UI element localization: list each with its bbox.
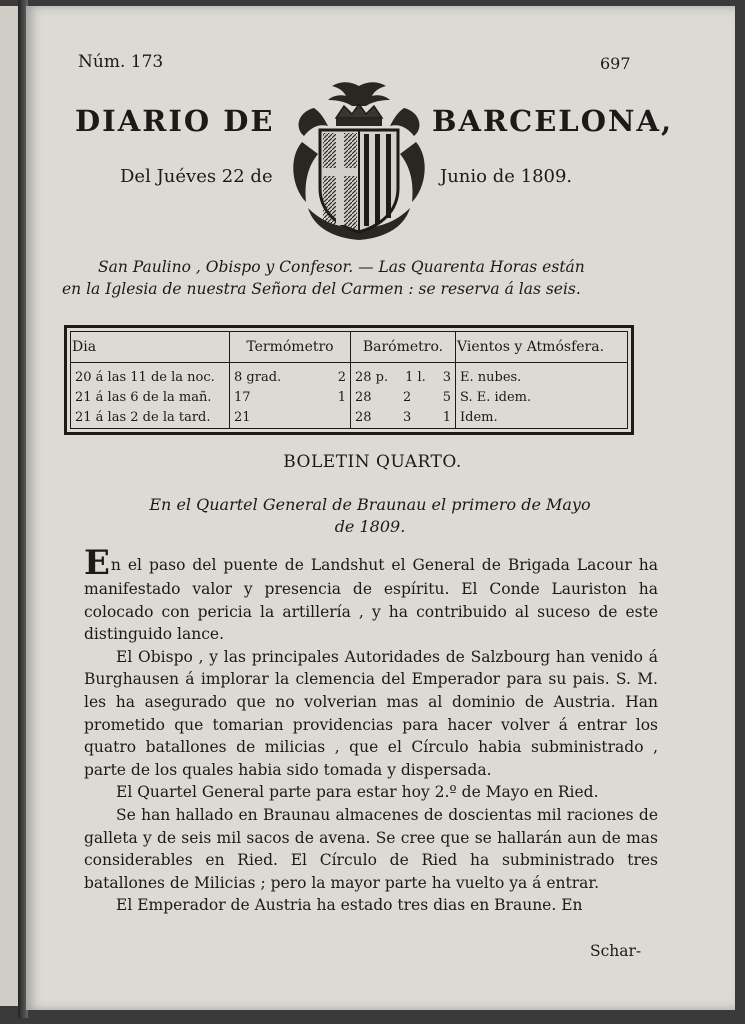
catchword: Schar- <box>590 942 642 960</box>
header-barometro: Barómetro. <box>351 332 456 363</box>
masthead-title-left: DIARIO DE <box>75 104 275 138</box>
subheading-line-1: En el Quartel General de Braunau el primero de Mayo <box>149 495 591 514</box>
term-fraction: 2 <box>337 369 346 385</box>
table-row <box>71 408 628 429</box>
baro-inches: 28 <box>355 410 372 426</box>
table-row <box>71 363 628 388</box>
saints-line-2: en la Iglesia de nuestra Señora del Carmen : se reserva á las seis. <box>62 280 581 298</box>
saints-line-1: San Paulino , Obispo y Confesor. — Las Quarenta Horas están <box>98 258 585 276</box>
masthead-title-right: BARCELONA, <box>432 104 674 138</box>
term-fraction: 1 <box>337 390 346 406</box>
header-vientos: Vientos y Atmósfera. <box>456 332 628 363</box>
date-line-right: Junio de 1809. <box>440 166 573 187</box>
term-degrees: 21 <box>234 410 251 426</box>
page-number: 697 <box>600 54 631 73</box>
baro-points: 5 <box>442 390 451 406</box>
article-subheading <box>110 494 630 538</box>
issue-number: Núm. 173 <box>78 52 164 72</box>
cell-termometro <box>230 408 351 429</box>
header-dia: Dia <box>71 332 230 363</box>
paragraph <box>84 543 658 646</box>
cell-dia: 20 á las 11 de la noc. <box>71 363 230 388</box>
cell-termometro <box>230 388 351 408</box>
cell-vientos: Idem. <box>456 408 628 429</box>
cell-barometro <box>351 388 456 408</box>
baro-points: 1 <box>442 410 451 426</box>
paragraph: El Quartel General parte para estar hoy 2.º de Mayo en Ried. <box>116 783 599 802</box>
date-line-left: Del Juéves 22 de <box>120 166 273 187</box>
baro-points: 3 <box>442 369 451 385</box>
baro-lines: 2 <box>402 390 412 406</box>
cell-vientos: S. E. idem. <box>456 388 628 408</box>
paragraph-text: n el paso del puente de Landshut el General de Brigada Lacour ha manifestado valor y presencia de espíritu. El Conde Lauriston ha colocado con pericia la artillería , y ha contribuido al suceso de este distinguido lance. <box>84 556 658 644</box>
baro-lines: 3 <box>402 410 412 426</box>
paragraph: El Emperador de Austria ha estado tres dias en Braune. En <box>116 896 583 915</box>
term-degrees: 8 grad. <box>234 369 282 385</box>
saints-notice <box>62 256 672 300</box>
paragraph: Se han hallado en Braunau almacenes de doscientas mil raciones de galleta y de seis mil sacos de avena. Se cree que se hallarán aun de mas considerables en Ried. El Círculo de Ried ha subministrado tres batallones de Milicias ; pero la mayor parte ha vuelto ya á entrar. <box>84 805 658 892</box>
subheading-line-2: de 1809. <box>334 517 406 536</box>
cell-dia: 21 á las 6 de la mañ. <box>71 388 230 408</box>
baro-inches: 28 p. <box>355 369 389 385</box>
weather-table <box>70 331 628 429</box>
cell-barometro <box>351 408 456 429</box>
header-termometro: Termómetro <box>230 332 351 363</box>
article-heading: BOLETIN QUARTO. <box>283 452 462 472</box>
baro-lines: 1 l. <box>405 369 426 385</box>
table-row <box>71 388 628 408</box>
drop-cap: E <box>84 543 110 583</box>
weather-table-frame <box>64 325 634 435</box>
paragraph: El Obispo , y las principales Autoridades de Salzbourg han venido á Burghausen á implorar la clemencia del Emperador para su pais. S. M. les ha asegurado que no volverian mas al dominio de Austria. Han prometido que tomarian providencias para hacer volver á entrar los quatro batallones de milicias , que el Círculo habia subministrado , parte de los quales habia sido tomada y dispersada. <box>84 647 658 779</box>
cell-termometro <box>230 363 351 388</box>
baro-inches: 28 <box>355 390 372 406</box>
cell-dia: 21 á las 2 de la tard. <box>71 408 230 429</box>
cell-vientos: E. nubes. <box>456 363 628 388</box>
cell-barometro <box>351 363 456 388</box>
article-body <box>84 543 658 917</box>
barcelona-coat-of-arms-icon <box>284 78 434 246</box>
term-degrees: 17 <box>234 390 251 406</box>
